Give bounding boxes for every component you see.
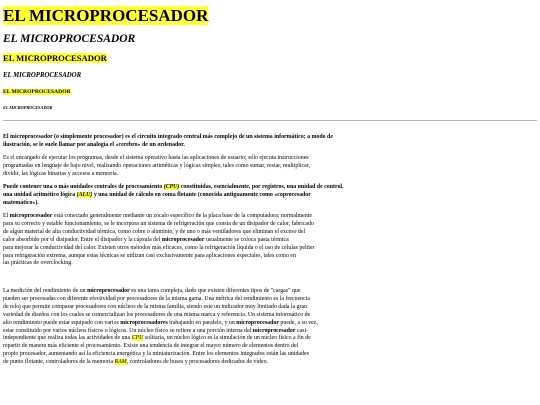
paragraph-performance — [3, 288, 318, 367]
p4-line-6: para refrigeración extrema, aunque estas técnicas se utilizan casi exclusivamente para aplicaciones especiales, tales como en — [3, 252, 296, 259]
cpu-highlight: (CPU) — [163, 184, 180, 190]
p4-term-microprocesador-2: microprocesador — [161, 236, 205, 243]
p5-line-5a: alto rendimiento puede estar equipado con varios — [3, 319, 121, 326]
p3-line-1b: constituidas, esencialmente, por registros, una unidad de control, — [179, 184, 344, 190]
heading-1-text: EL MICROPROCESADOR — [3, 6, 209, 25]
p3-line-3: matemático»). — [3, 199, 39, 206]
cpu-highlight-2: CPU — [131, 335, 144, 342]
p5-term-microprocesadores: microprocesadores — [120, 319, 168, 326]
heading-3-text: EL MICROPROCESADOR — [3, 53, 107, 63]
p5-line-2: pueden ser procesadas con diferente efectividad por procesadores de la misma gama. Una métrica del rendimiento es la frecuencia — [3, 295, 310, 302]
p4-line-2: para su correcto y estable funcionamiento, se le incorpora un sistema de refrigeración que consta de un disipador de calor, fabricado — [3, 220, 314, 227]
heading-4: EL MICROPROCESADOR — [3, 72, 82, 79]
p2-line-3: dividir, las lógicas binarias y accesos a memoria. — [3, 170, 119, 177]
horizontal-rule — [3, 120, 537, 121]
p4-line-3: de algún material de alta conductividad térmica, como cobre o aluminio, y de uno o más ventiladores que eliminan el exceso del — [3, 228, 306, 235]
p5-line-7b: solitaria, un núcleo lógico es la simulación de un núcleo físico a fin de — [143, 335, 311, 342]
p4-line-1a: El — [3, 213, 10, 219]
p5-line-6a: estar constituido por varios núcleos físicos o lógicos. Un núcleo físico se refiere a una porción interna del — [3, 327, 253, 334]
heading-3 — [3, 53, 107, 64]
p3-line-2b: y una unidad de cálculo en coma flotante (conocida antiguamente como «coprocesador — [92, 191, 311, 198]
p5-line-10b: , controladores de buses y procesadores dedicados de vídeo. — [126, 359, 269, 366]
heading-5-text: EL MICROPROCESADOR — [3, 89, 71, 95]
p5-line-5c: trabajando en paralelo, y un — [167, 319, 237, 326]
p5-line-5e: puede, a su vez, — [278, 319, 318, 326]
p5-line-6c: casi- — [295, 327, 309, 334]
p5-line-7a: independiente que realiza todas las actividades de una — [3, 335, 132, 342]
p2-line-2: programadas en lenguaje de bajo nivel, realizando operaciones aritméticas y lógicas simples, tales como sumar, restar, multiplicar, — [3, 162, 310, 169]
p4-line-1c: está conectado generalmente mediante un zócalo específico de la placa base de la computadora; normalmente — [52, 213, 312, 219]
heading-2: EL MICROPROCESADOR — [3, 33, 136, 45]
paragraph-function — [3, 155, 310, 179]
p2-line-1: Es el encargado de ejecutar los programas, desde el sistema operativo hasta las aplicaciones de usuario; sólo ejecuta instrucciones — [3, 155, 309, 161]
p5-line-8: repartir de manera más eficiente el procesamiento. Existe una tendencia de integrar el mayor número de elementos dentro del — [3, 343, 299, 350]
ram-highlight: RAM — [114, 359, 127, 366]
paragraph-definition — [3, 134, 333, 150]
p3-line-1a: Puede contener una o más unidades centrales de procesamiento — [3, 184, 164, 190]
p5-line-4: variedad de diseños con los cuales se comercializan los procesadores de una misma marca y referencia. Un sistema informático de — [3, 311, 311, 318]
paragraph-cooling — [3, 213, 314, 268]
p4-line-4c: usualmente se coloca pasta térmica — [204, 236, 289, 243]
p5-line-3: de reloj que permite comparar procesadores con núcleos de la misma familia, siendo este un indicador muy limitado dada la gran — [3, 303, 308, 310]
p4-term-microprocesador: microprocesador — [9, 213, 53, 219]
p5-term-microprocesador: microprocesador — [87, 288, 130, 294]
p5-term-microprocesador-3: microprocesador — [252, 327, 296, 334]
p5-term-microprocesador-2: microprocesador — [236, 319, 279, 326]
p4-line-7: las prácticas de overclocking. — [3, 260, 73, 267]
p4-line-4a: calor absorbido por el disipador. Entre el disipador y la cápsula del — [3, 236, 162, 243]
heading-5 — [3, 88, 71, 96]
p1-line-1: El microprocesador (o simplemente procesador) es el circuito integrado central más complejo de un sistema informático; a modo de — [3, 134, 333, 140]
p4-line-5: para mejorar la conductividad del calor. Existen otros métodos más eficaces, como la refrigeración líquida o el uso de células peltier — [3, 244, 315, 251]
alu-highlight: (ALU) — [76, 191, 93, 198]
p3-line-2a: una unidad aritmético lógica — [3, 191, 77, 198]
p5-line-1c: es una tarea compleja, dado que existen diferentes tipos de "cargas" que — [129, 288, 301, 294]
p5-line-1a: La medición del rendimiento de un — [3, 288, 88, 294]
paragraph-components — [3, 184, 344, 208]
p5-line-10a: de punto flotante, controladores de la memoria — [3, 359, 115, 366]
p5-line-9: propio procesador, aumentando así la eficiencia energética y la miniaturización. Entre los elementos integrados están las unidades — [3, 351, 309, 358]
p1-line-2: ilustración, se le suele llamar por analogía el «cerebro» de un ordenador. — [3, 141, 185, 148]
heading-6: EL MICROPROCESADOR — [3, 105, 53, 110]
heading-1 — [3, 6, 208, 25]
